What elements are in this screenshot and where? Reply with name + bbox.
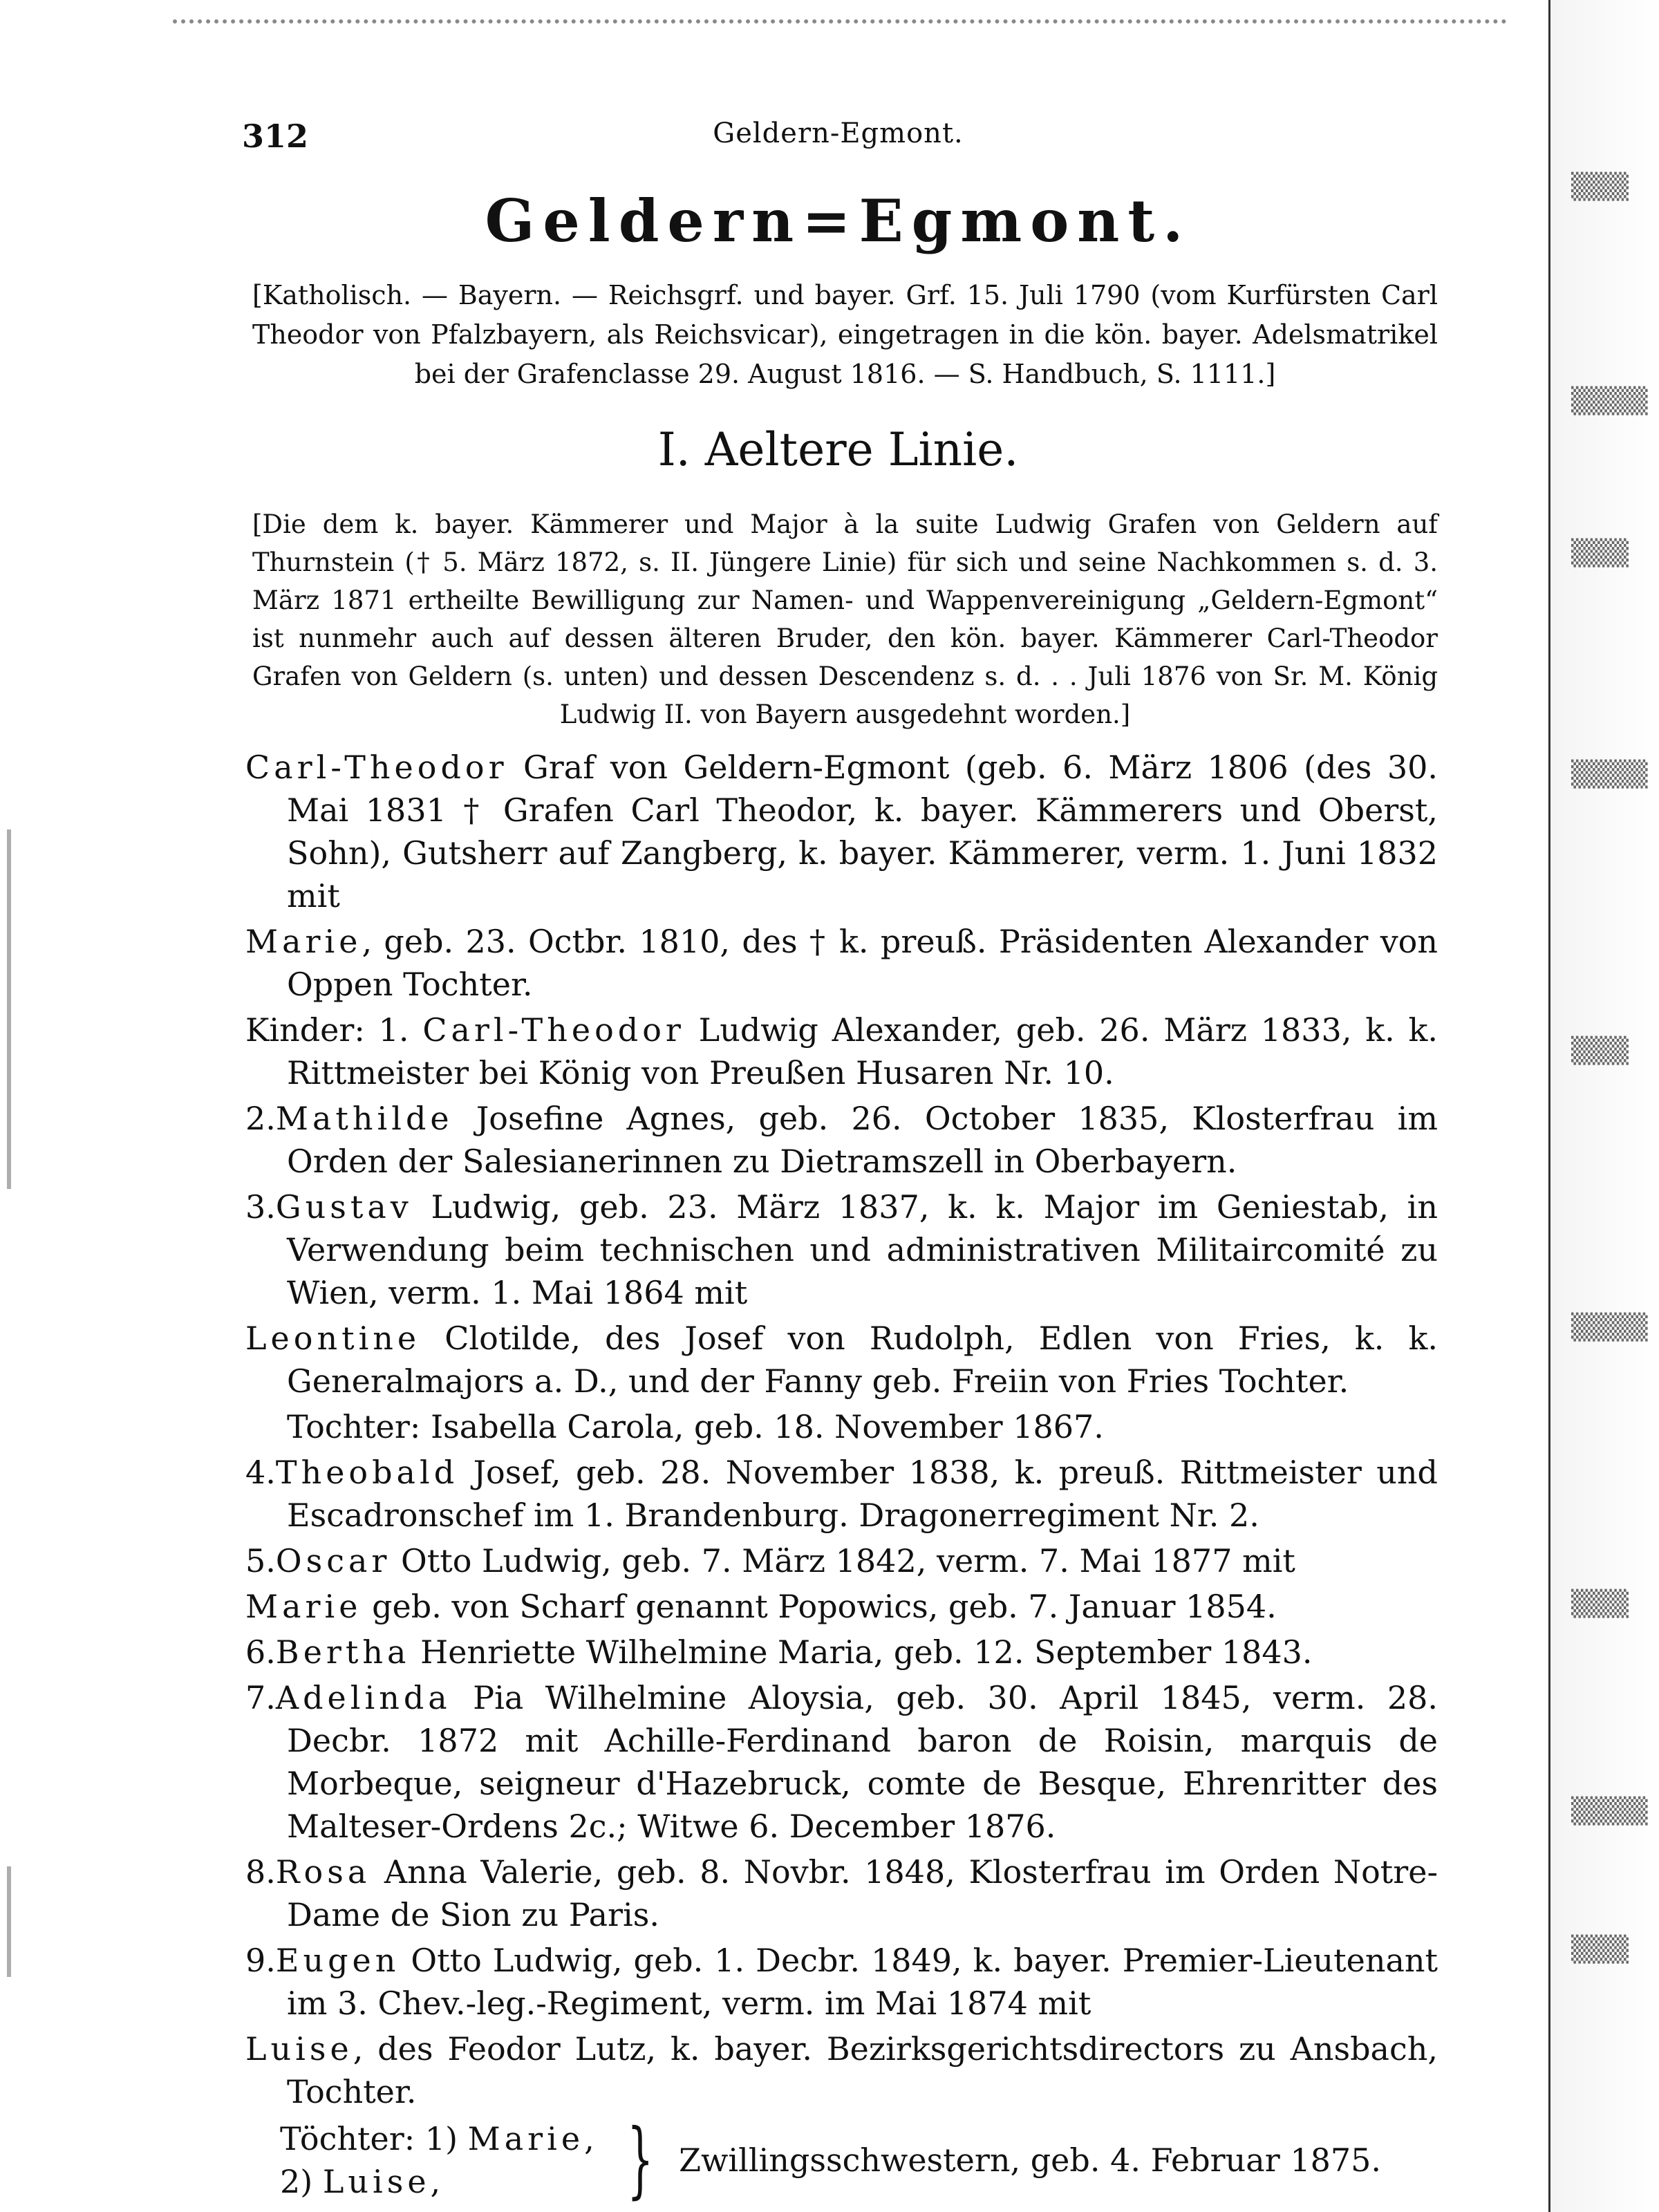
- entry-leontine: [245, 1317, 1438, 1403]
- entry-name: Leontine: [245, 1320, 421, 1357]
- entry-prefix: 9.: [245, 1942, 276, 1979]
- twins-names: [280, 2117, 599, 2203]
- entry-child-3: [245, 1185, 1438, 1314]
- intro-note: [Katholisch. — Bayern. — Reichsgrf. und bayer. Grf. 15. Juli 1790 (vom Kurfürsten Carl Theodor von Pfalzbayern, als Reichsvicar), eingetragen in die kön. bayer. Adelsmatrikel bei der Grafenclasse 29. August 1816. — S. Handbuch, S. 1111.]: [252, 280, 1438, 389]
- entry-text: Josefine Agnes, geb. 26. October 1835, Klosterfrau im Orden der Salesianerinnen zu Dietramszell in Oberbayern.: [287, 1100, 1438, 1180]
- entry-text: geb. von Scharf genannt Popowics, geb. 7. Januar 1854.: [362, 1588, 1277, 1625]
- entry-child-8: [245, 1850, 1438, 1936]
- scan-edge-noise: [173, 19, 1507, 44]
- entry-name: Marie: [245, 1588, 362, 1625]
- entry-text: Ludwig, geb. 23. März 1837, k. k. Major im Geniestab, in Verwendung beim technischen und administrativen Militaircomité zu Wien, verm. 1. Mai 1864 mit: [287, 1188, 1438, 1311]
- running-header: [238, 118, 1438, 173]
- entry-child-4: [245, 1451, 1438, 1537]
- entry-text: Otto Ludwig, geb. 7. März 1842, verm. 7. Mai 1877 mit: [391, 1542, 1295, 1580]
- document-page: [238, 118, 1438, 2208]
- entry-text: , geb. 23. Octbr. 1810, des † k. preuß. Präsidenten Alexander von Oppen Tochter.: [287, 923, 1438, 1003]
- entry-prefix: Kinder: 1.: [245, 1011, 409, 1049]
- entry-text: Ludwig Alexander, geb. 26. März 1833, k. k. Rittmeister bei König von Preußen Husaren Nr. 10.: [287, 1011, 1438, 1091]
- twins-prefix: 2): [280, 2163, 313, 2200]
- entry-marie-scharf: [245, 1585, 1438, 1628]
- entry-text: Otto Ludwig, geb. 1. Decbr. 1849, k. bayer. Premier-Lieutenant im 3. Chev.-leg.-Regiment, verm. im Mai 1874 mit: [287, 1942, 1438, 2022]
- entry-name: Luise: [245, 2030, 353, 2068]
- page-title: Geldern=Egmont.: [485, 187, 1192, 255]
- entry-name: Adelinda: [275, 1679, 451, 1716]
- entry-text: Graf von Geldern-Egmont (geb. 6. März 1806 (des 30. Mai 1831 † Grafen Carl Theodor, k. bayer. Kämmerers und Oberst, Sohn), Gutsherr auf Zangberg, k. bayer. Kämmerer, verm. 1. Juni 1832 mit: [287, 749, 1438, 915]
- entry-child-9: [245, 1939, 1438, 2025]
- entry-child-5: [245, 1539, 1438, 1582]
- twins-prefix: Töchter: 1): [280, 2120, 458, 2157]
- entry-name: Rosa: [275, 1853, 371, 1891]
- entry-prefix: 8.: [245, 1853, 276, 1891]
- entry-text: Josef, geb. 28. November 1838, k. preuß. Rittmeister und Escadronschef im 1. Brandenburg. Dragonerregiment Nr. 2.: [287, 1454, 1438, 1534]
- entry-text: , des Feodor Lutz, k. bayer. Bezirksgerichtsdirectors zu Ansbach, Tochter.: [287, 2030, 1438, 2110]
- entry-text: Pia Wilhelmine Aloysia, geb. 30. April 1845, verm. 28. Decbr. 1872 mit Achille-Ferdinand baron de Roisin, marquis de Morbeque, seigneur d'Hazebruck, comte de Besque, Ehrenritter des Malteser-Ordens 2c.; Witwe 6. December 1876.: [287, 1679, 1438, 1845]
- twin-name: Luise,: [322, 2163, 445, 2200]
- entry-luise-lutz: [245, 2027, 1438, 2113]
- entry-twins: [280, 2112, 1438, 2208]
- page-number: 312: [242, 118, 309, 155]
- genealogy-entries: [238, 746, 1438, 2208]
- entry-name: Marie: [245, 923, 362, 960]
- entry-name: Mathilde: [275, 1100, 453, 1137]
- entry-carl-theodor: [245, 746, 1438, 917]
- entry-text: Anna Valerie, geb. 8. Novbr. 1848, Klosterfrau im Orden Notre-Dame de Sion zu Paris.: [287, 1853, 1438, 1933]
- section-note: [Die dem k. bayer. Kämmerer und Major à la suite Ludwig Grafen von Geldern auf Thurnstein († 5. März 1872, s. II. Jüngere Linie) für sich und seine Nachkommen s. d. 3. März 1871 ertheilte Bewilligung zur Namen- und Wappenvereinigung „Geldern-Egmont“ ist nunmehr auch auf dessen älteren Bruder, den kön. bayer. Kämmerer Carl-Theodor Grafen von Geldern (s. unten) und dessen Descendenz s. d. . . Juli 1876 von Sr. M. König Ludwig II. von Bayern ausgedehnt worden.]: [252, 509, 1438, 729]
- entry-name: Eugen: [275, 1942, 400, 1979]
- entry-text: Clotilde, des Josef von Rudolph, Edlen von Fries, k. k. Generalmajors a. D., und der Fanny geb. Freiin von Fries Tochter.: [287, 1320, 1438, 1400]
- twin-name: Marie,: [467, 2120, 599, 2157]
- scan-margin-mark: [7, 830, 11, 1189]
- entry-prefix: 7.: [245, 1679, 276, 1716]
- entry-child-1: [245, 1009, 1438, 1094]
- entry-prefix: 2.: [245, 1100, 276, 1137]
- scan-margin-mark: [7, 1866, 11, 1977]
- brace-glyph: }: [626, 2112, 654, 2208]
- entry-prefix: 3.: [245, 1188, 276, 1226]
- entry-name: Carl-Theodor: [245, 749, 508, 786]
- entry-prefix: 6.: [245, 1633, 276, 1671]
- entry-child-6: [245, 1631, 1438, 1674]
- section-title: I. Aeltere Linie.: [657, 423, 1019, 476]
- entry-name: Theobald: [275, 1454, 459, 1491]
- entry-name: Gustav: [275, 1188, 413, 1226]
- twins-text: Zwillingsschwestern, geb. 4. Februar 1875.: [679, 2141, 1382, 2179]
- entry-name: Carl-Theodor: [422, 1011, 685, 1049]
- entry-name: Bertha: [275, 1633, 411, 1671]
- entry-marie: [245, 920, 1438, 1006]
- running-title: Geldern-Egmont.: [713, 118, 964, 149]
- entry-child-7: [245, 1676, 1438, 1848]
- entry-prefix: 4.: [245, 1454, 276, 1491]
- entry-name: Oscar: [275, 1542, 391, 1580]
- entry-text: Henriette Wilhelmine Maria, geb. 12. September 1843.: [410, 1633, 1313, 1671]
- entry-child-2: [245, 1097, 1438, 1183]
- entry-tochter-isabella: Tochter: Isabella Carola, geb. 18. November 1867.: [287, 1408, 1104, 1445]
- adjacent-page-strip: ▒▒▒ ▒▒▒▒ ▒▒▒ ▒▒▒▒ ▒▒▒ ▒▒▒▒ ▒▒▒ ▒▒▒▒ ▒▒▒: [1548, 0, 1659, 2212]
- entry-prefix: 5.: [245, 1542, 276, 1580]
